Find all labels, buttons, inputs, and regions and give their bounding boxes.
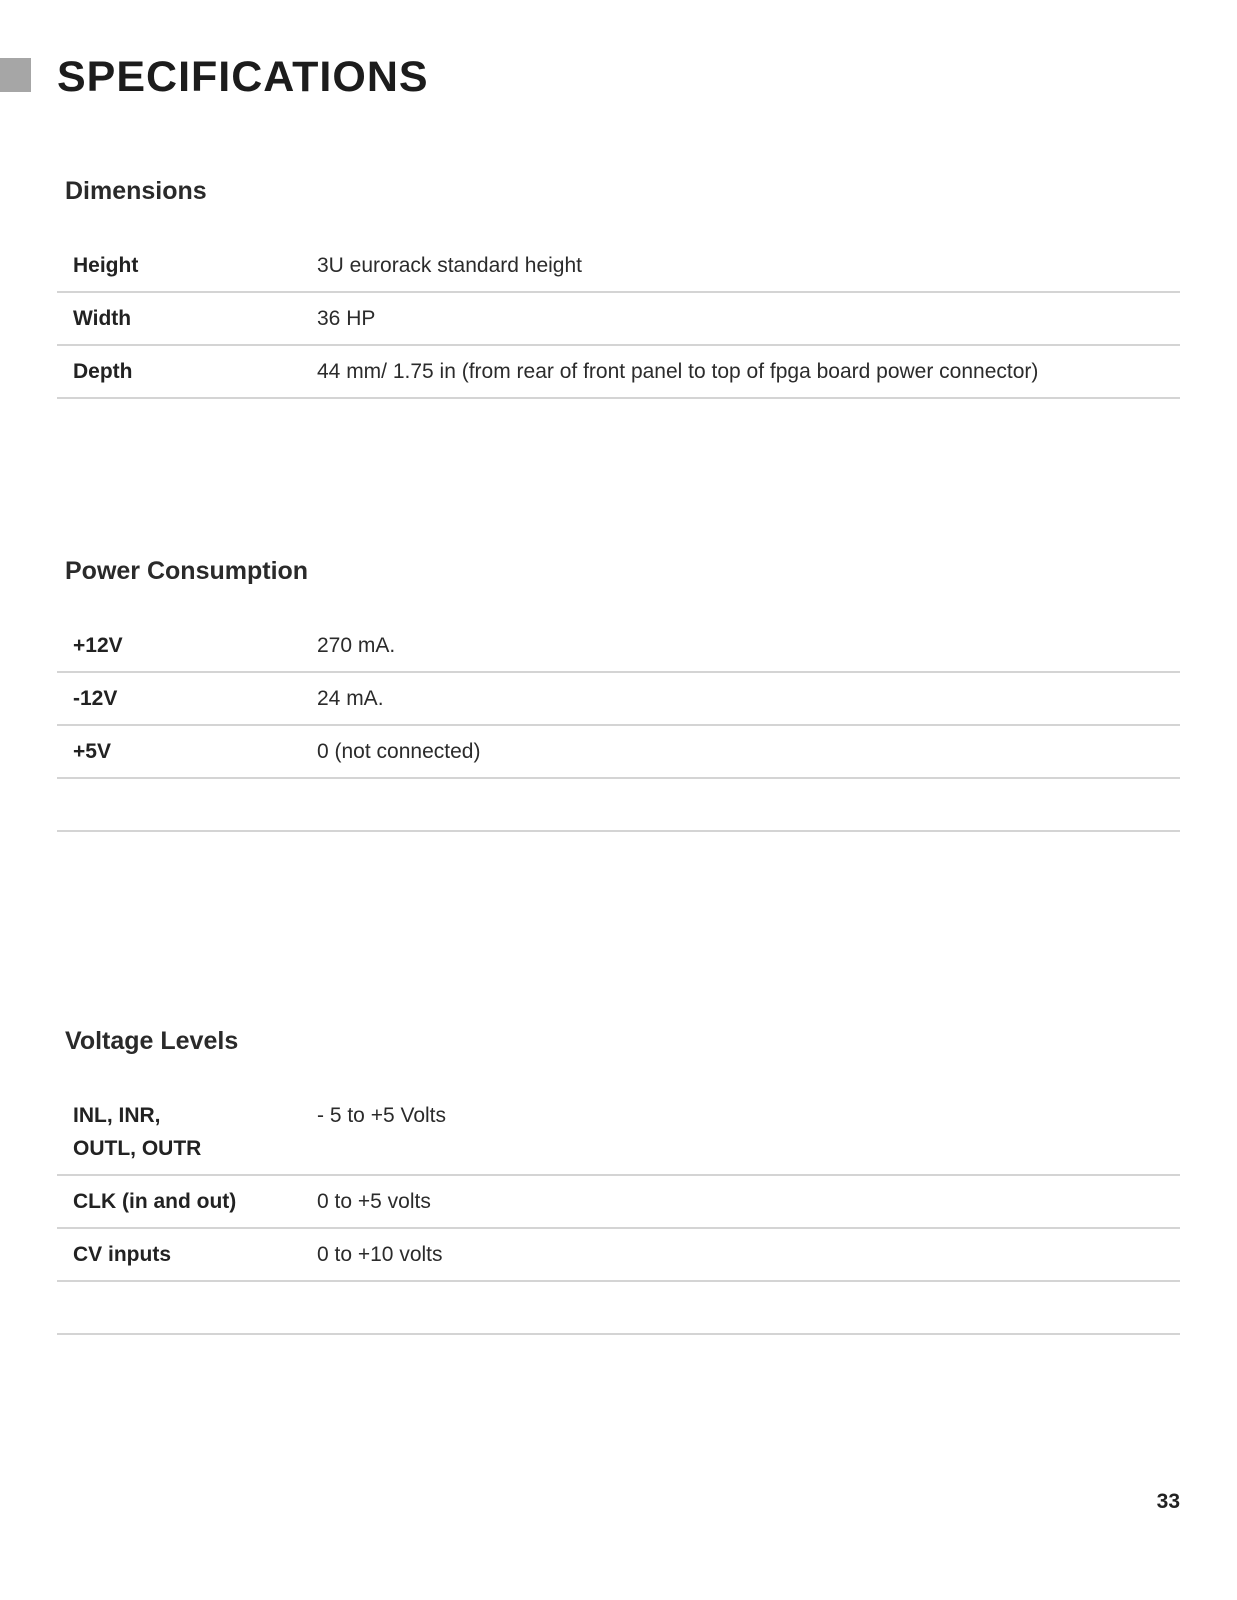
spec-label-empty [57, 778, 307, 831]
spec-value-empty [307, 1281, 1180, 1334]
spec-label-plus5v: +5V [57, 725, 307, 778]
spec-label-clk: CLK (in and out) [57, 1175, 307, 1228]
power-table [57, 620, 1180, 832]
section-heading-power: Power Consumption [65, 557, 309, 585]
spec-label-audio-io-line-1: INL, INR, [73, 1104, 161, 1127]
spec-value-plus5v: 0 (not connected) [307, 725, 1180, 778]
spec-label-audio-io [57, 1090, 307, 1175]
spec-value-empty [307, 778, 1180, 831]
page-number: 33 [1156, 1490, 1180, 1513]
spec-label-audio-io-line-2: OUTL, OUTR [73, 1137, 202, 1160]
spec-label-minus12v: -12V [57, 672, 307, 725]
table-row [57, 620, 1180, 672]
spec-value-depth: 44 mm/ 1.75 in (from rear of front panel to top of fpga board power connector) [307, 345, 1180, 398]
page-title: SPECIFICATIONS [57, 53, 429, 101]
table-row [57, 240, 1180, 292]
table-row [57, 292, 1180, 345]
section-heading-voltage: Voltage Levels [65, 1027, 239, 1055]
table-row-empty [57, 778, 1180, 831]
spec-value-clk: 0 to +5 volts [307, 1175, 1180, 1228]
table-row [57, 1090, 1180, 1175]
title-marker [0, 58, 31, 92]
spec-label-empty [57, 1281, 307, 1334]
spec-value-plus12v: 270 mA. [307, 620, 1180, 672]
section-heading-dimensions: Dimensions [65, 177, 207, 205]
spec-value-width: 36 HP [307, 292, 1180, 345]
table-row [57, 672, 1180, 725]
spec-label-plus12v: +12V [57, 620, 307, 672]
spec-value-height: 3U eurorack standard height [307, 240, 1180, 292]
table-row [57, 725, 1180, 778]
spec-value-cv: 0 to +10 volts [307, 1228, 1180, 1281]
power-section [57, 556, 1180, 832]
table-row [57, 345, 1180, 398]
spec-value-audio-io: - 5 to +5 Volts [307, 1090, 1180, 1175]
voltage-section [57, 1026, 1180, 1335]
dimensions-table [57, 240, 1180, 399]
spec-label-cv: CV inputs [57, 1228, 307, 1281]
spec-label-depth: Depth [57, 345, 307, 398]
dimensions-section [57, 176, 1180, 399]
spec-label-width: Width [57, 292, 307, 345]
voltage-table [57, 1090, 1180, 1335]
spec-value-minus12v: 24 mA. [307, 672, 1180, 725]
spec-label-height: Height [57, 240, 307, 292]
table-row [57, 1228, 1180, 1281]
table-row [57, 1175, 1180, 1228]
table-row-empty [57, 1281, 1180, 1334]
